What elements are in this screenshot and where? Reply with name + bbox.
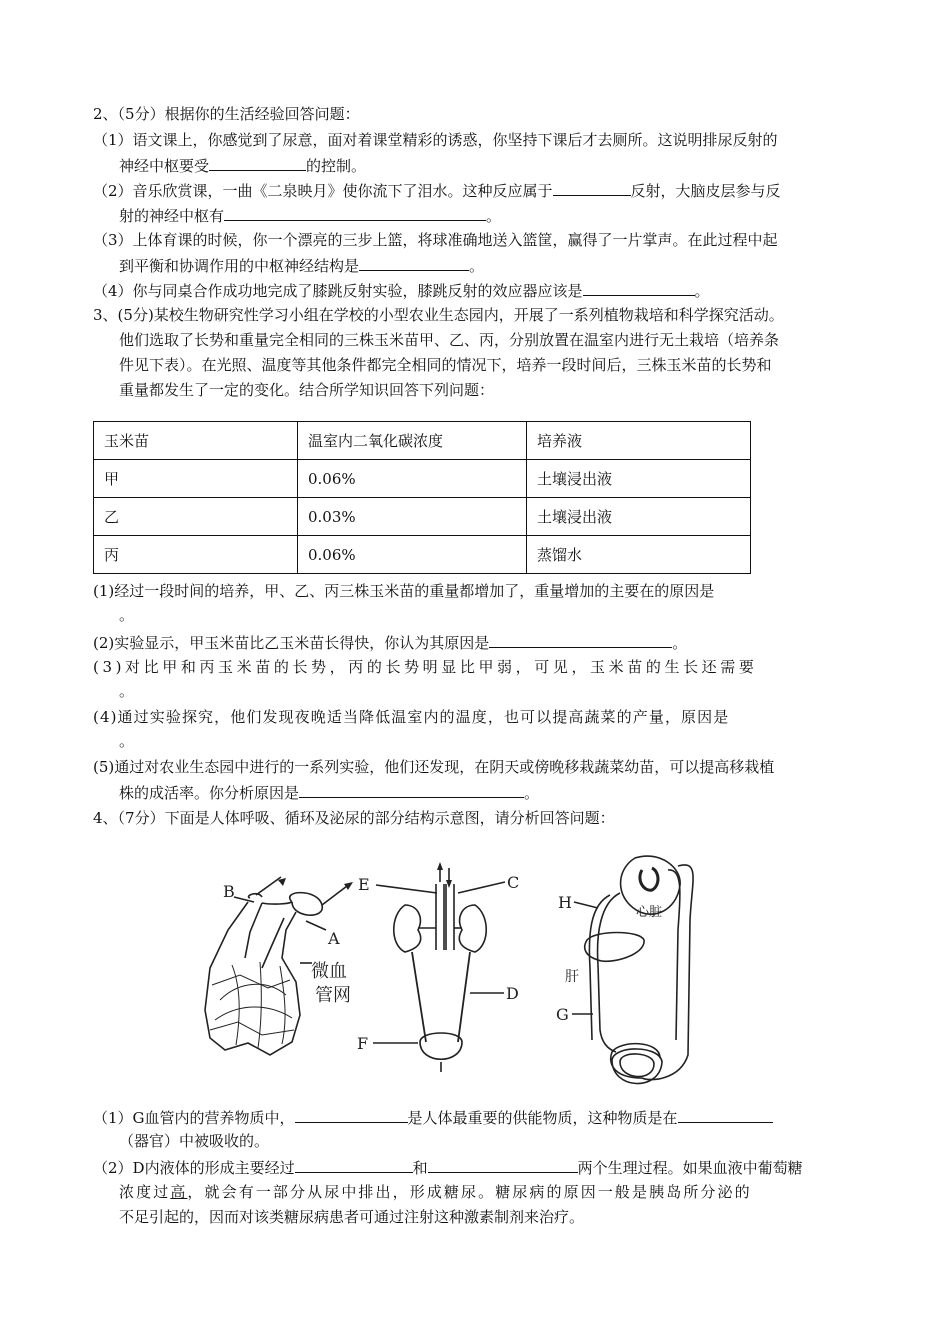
text: 。: [524, 784, 540, 802]
q2-part1-line1: （1）语文课上，你感觉到了尿意，面对着课堂精彩的诱惑，你坚持下课后才去厕所。这说明排尿反射的: [93, 131, 778, 149]
q3-sub4-line1: (4)通过实验探究，他们发现夜晚适当降低温室内的温度，也可以提高蔬菜的产量，原因是: [93, 708, 730, 726]
table-header: 培养液: [527, 422, 751, 460]
label-h: H: [558, 893, 572, 912]
table-cell: 土壤浸出液: [527, 460, 751, 498]
q3-intro-line1: 3、(5分)某校生物研究性学习小组在学校的小型农业生态园内，开展了一系列植物栽培和科学探究活动。: [93, 306, 784, 324]
answer-blank[interactable]: [295, 1157, 413, 1173]
text: 神经中枢要受: [119, 157, 210, 175]
q4-sub1-line2: （器官）中被吸收的。: [119, 1132, 270, 1150]
q2-title: 2、（5分）根据你的生活经验回答问题：: [93, 105, 360, 123]
text: 。: [672, 634, 688, 652]
label-liver: 肝: [565, 969, 579, 985]
table-header: 玉米苗: [94, 422, 298, 460]
table-cell: 丙: [94, 536, 298, 574]
label-b: B: [223, 882, 235, 901]
label-capillary-1: 微血: [311, 961, 347, 982]
q3-sub4-line2: 。: [119, 732, 135, 750]
q3-sub3-line2: 。: [119, 682, 135, 700]
q3-sub1-line2: 。: [119, 606, 135, 624]
text: 和: [412, 1159, 428, 1177]
q4-sub1-line1: [93, 1107, 773, 1128]
text: (2)实验显示，甲玉米苗比乙玉米苗长得快，你认为其原因是: [93, 634, 490, 652]
table-cell: 0.06%: [298, 536, 527, 574]
q3-intro-line2: 他们选取了长势和重量完全相同的三株玉米苗甲、乙、丙，分别放置在温室内进行无土栽培（培养条: [119, 331, 780, 349]
table-header: 温室内二氧化碳浓度: [298, 422, 527, 460]
table-cell: 乙: [94, 498, 298, 536]
label-d: D: [506, 984, 519, 1003]
q3-sub5-line1: (5)通过对农业生态园中进行的一系列实验，他们还发现，在阴天或傍晚移栽蔬菜幼苗，可以提高移栽植: [93, 758, 775, 776]
table-cell: 甲: [94, 460, 298, 498]
text: 浓度过: [119, 1183, 171, 1201]
text: 是人体最重要的供能物质，这种物质是在: [407, 1109, 678, 1127]
text: ，就会有一部分从尿中排出，形成糖尿。糖尿病的原因一般是胰岛所分泌的: [187, 1183, 752, 1201]
table-cell: 土壤浸出液: [527, 498, 751, 536]
q2-part3-line1: （3）上体育课的时候，你一个漂亮的三步上篮，将球准确地送入篮筐，赢得了一片掌声。在此过程中起: [93, 231, 778, 249]
label-a: A: [328, 929, 340, 948]
text: （2）D内液体的形成主要经过: [93, 1159, 295, 1177]
text: 反射，大脑皮层参与反: [630, 182, 781, 200]
text: （4）你与同桌合作成功地完成了膝跳反射实验，膝跳反射的效应器应该是: [93, 282, 583, 300]
text: 两个生理过程。如果血液中葡萄糖: [577, 1159, 803, 1177]
text: 射的神经中枢有: [119, 207, 225, 225]
text: （1）G血管内的营养物质中，: [93, 1109, 295, 1127]
answer-blank[interactable]: [428, 1157, 578, 1173]
q3-sub1-line1: (1)经过一段时间的培养，甲、乙、丙三株玉米苗的重量都增加了，重量增加的主要在的原因是: [93, 582, 715, 600]
text: 到平衡和协调作用的中枢神经结构是: [119, 257, 360, 275]
text: 株的成活率。你分析原因是: [119, 784, 300, 802]
q3-intro-line4: 重量都发生了一定的变化。结合所学知识回答下列问题：: [119, 381, 495, 399]
label-c: C: [507, 873, 520, 892]
label-f: F: [357, 1034, 369, 1053]
q3-intro-line3: 件见下表）。在光照、温度等其他条件都完全相同的情况下，培养一段时间后，三株玉米苗的长势和: [119, 356, 772, 374]
text: 的控制。: [306, 157, 367, 175]
text: 。: [469, 257, 485, 275]
answer-blank[interactable]: [678, 1107, 773, 1123]
q4-sub2-line3: 不足引起的，因而对该类糖尿病患者可通过注射这种激素制剂来治疗。: [119, 1208, 585, 1226]
answer-blank[interactable]: [295, 1107, 408, 1123]
table-cell: 0.06%: [298, 460, 527, 498]
table-cell: 0.03%: [298, 498, 527, 536]
q3-sub3-line1: (3)对比甲和丙玉米苗的长势，丙的长势明显比甲弱，可见，玉米苗的生长还需要: [93, 658, 758, 676]
urinary-diagram: [394, 862, 487, 1072]
text: 。: [486, 207, 502, 225]
text: （2）音乐欣赏课，一曲《二泉映月》使你流下了泪水。这种反应属于: [93, 182, 553, 200]
q4-title: 4、（7分）下面是人体呼吸、循环及泌尿的部分结构示意图，请分析回答问题：: [93, 809, 615, 827]
label-heart: 心脏: [636, 905, 663, 920]
text-underlined: 高: [170, 1183, 188, 1201]
label-g: G: [556, 1005, 569, 1024]
label-e: E: [358, 875, 370, 894]
table-cell: 蒸馏水: [527, 536, 751, 574]
text: 。: [694, 282, 710, 300]
q4-sub2-line2: [119, 1182, 752, 1202]
circulation-diagram: [585, 856, 693, 1083]
q4-sub2-line1: [93, 1157, 803, 1178]
label-capillary-2: 管网: [315, 985, 351, 1006]
